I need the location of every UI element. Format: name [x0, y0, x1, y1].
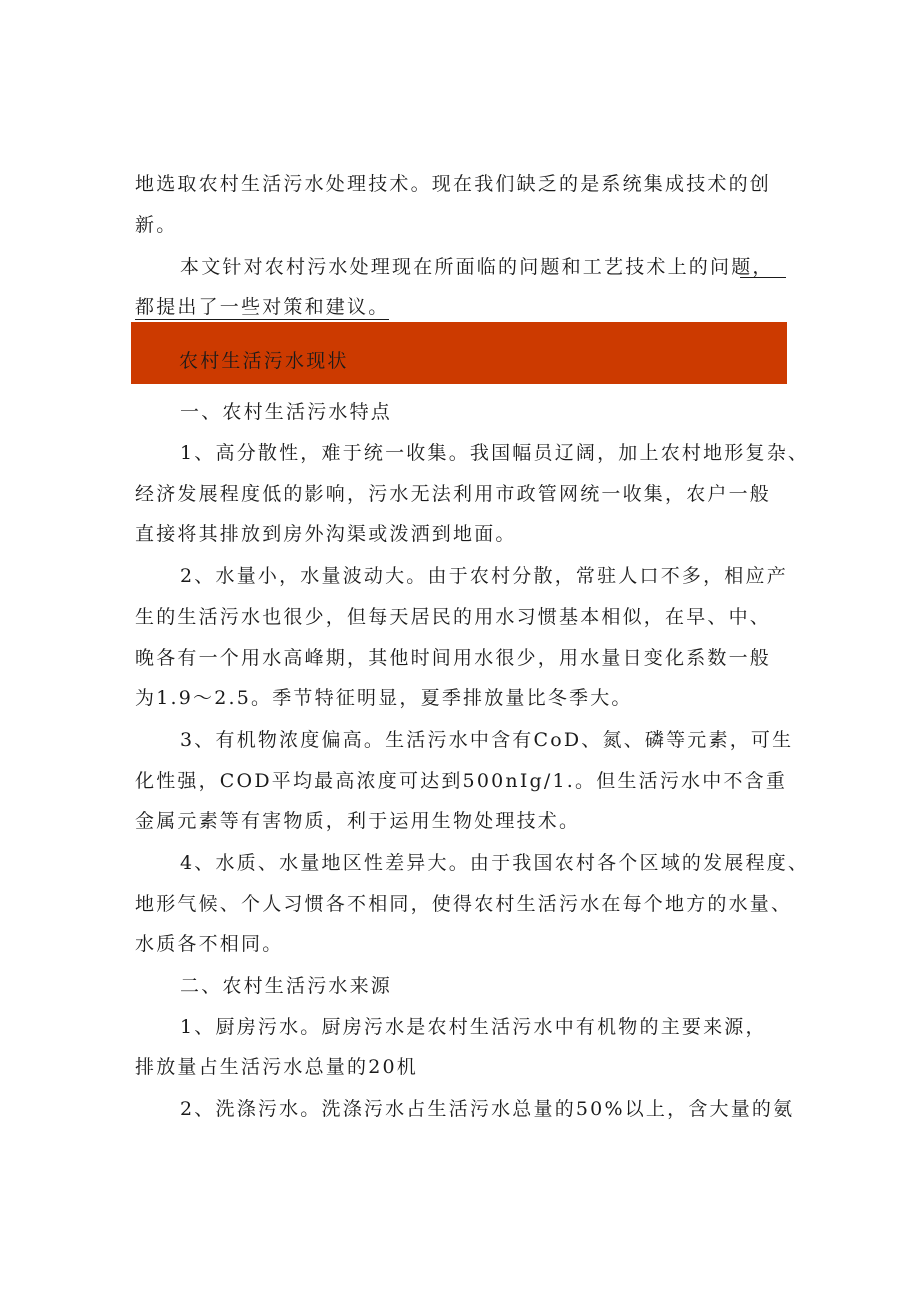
paragraph-text: 本文针对农村污水处理现在所面临的问题和工艺技术上的问题，	[180, 256, 774, 278]
paragraph-line	[180, 255, 774, 279]
paragraph-line: 直接将其排放到房外沟渠或泼洒到地面。	[135, 523, 517, 545]
paragraph-line: 2、水量小，水量波动大。由于农村分散，常驻人口不多，相应产	[180, 565, 788, 587]
paragraph-line: 生的生活污水也很少，但每天居民的用水习惯基本相似，在早、中、	[135, 606, 772, 628]
paragraph-line: 排放量占生活污水总量的20机	[135, 1056, 418, 1078]
paragraph-line: 1、厨房污水。厨房污水是农村生活污水中有机物的主要来源，	[180, 1016, 767, 1038]
paragraph-line: 4、水质、水量地区性差异大。由于我国农村各个区域的发展程度、	[180, 852, 810, 874]
underlined-text: 都提出了一些对策和建议。	[135, 296, 390, 318]
paragraph-line: 3、有机物浓度偏高。生活污水中含有CoD、氮、磷等元素，可生	[180, 729, 794, 751]
paragraph-line: 地选取农村生活污水处理技术。现在我们缺乏的是系统集成技术的创	[135, 173, 772, 195]
paragraph-line	[135, 295, 389, 319]
paragraph-line: 新。	[135, 214, 178, 236]
section-heading: 一、农村生活污水特点	[180, 401, 393, 423]
paragraph-line: 2、洗涤污水。洗涤污水占生活污水总量的50%以上，含大量的氨	[180, 1098, 795, 1120]
paragraph-line: 经济发展程度低的影响，污水无法利用市政管网统一收集，农户一般	[135, 483, 772, 505]
paragraph-line: 金属元素等有害物质，利于运用生物处理技术。	[135, 810, 581, 832]
section-heading: 二、农村生活污水来源	[180, 975, 393, 997]
paragraph-line: 水质各不相同。	[135, 933, 284, 955]
paragraph-line: 化性强，COD平均最高浓度可达到500nIg/1.。但生活污水中不含重	[135, 770, 788, 792]
underline-segment	[740, 277, 786, 278]
paragraph-line: 地形气候、个人习惯各不相同，使得农村生活污水在每个地方的水量、	[135, 893, 793, 915]
banner-title: 农村生活污水现状	[179, 350, 349, 372]
section-banner	[131, 322, 787, 384]
paragraph-line: 晚各有一个用水高峰期，其他时间用水很少，用水量日变化系数一般	[135, 647, 772, 669]
paragraph-line: 1、高分散性，难于统一收集。我国幅员辽阔，加上农村地形复杂、	[180, 442, 810, 464]
paragraph-line: 为1.9～2.5。季节特征明显，夏季排放量比冬季大。	[135, 687, 633, 709]
